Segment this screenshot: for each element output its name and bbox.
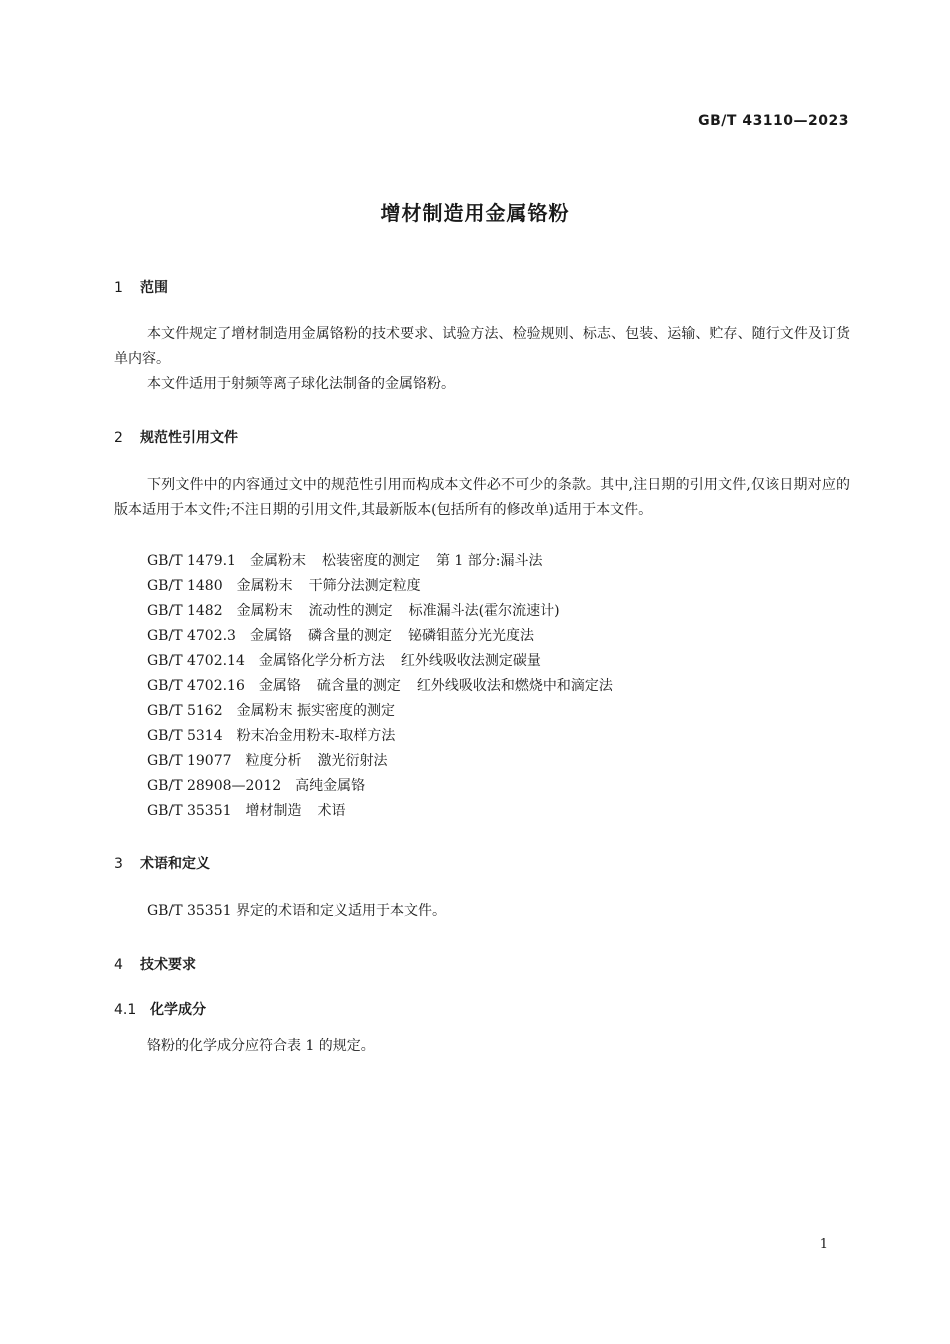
reference-item: [147, 649, 629, 674]
section-number: 4.1: [114, 1002, 137, 1018]
section-4-1-paragraph-1: 铬粉的化学成分应符合表 1 的规定。: [147, 1038, 375, 1054]
reference-item: [147, 624, 629, 649]
reference-code: GB/T 1480: [147, 578, 223, 594]
reference-code: GB/T 1482: [147, 603, 223, 619]
reference-title-part: 金属粉末: [249, 553, 306, 569]
section-4-heading: [114, 954, 196, 974]
reference-title-part: 松装密度的测定: [321, 553, 420, 569]
section-1-heading: [114, 277, 168, 297]
reference-title-part: 流动性的测定: [308, 603, 393, 619]
standard-code: GB/T 43110—2023: [698, 113, 849, 129]
reference-title-part: 增材制造: [245, 803, 302, 819]
reference-code: GB/T 4702.16: [147, 678, 245, 694]
section-3-paragraph-1: GB/T 35351 界定的术语和定义适用于本文件。: [147, 903, 446, 919]
reference-title-part: 金属铬化学分析方法: [258, 653, 385, 669]
reference-item: [147, 799, 629, 824]
reference-title-part: 第 1 部分:漏斗法: [435, 553, 543, 569]
section-1-paragraph-1: 本文件规定了增材制造用金属铬粉的技术要求、试验方法、检验规则、标志、包装、运输、贮存、随行文件及订货单内容。: [114, 326, 850, 367]
reference-title-part: 红外线吸收法测定碳量: [400, 653, 541, 669]
reference-code: GB/T 28908—2012: [147, 778, 282, 794]
normative-reference-list: [147, 549, 629, 824]
reference-item: [147, 674, 629, 699]
section-title: 规范性引用文件: [140, 430, 238, 446]
reference-title-part: 干筛分法测定粒度: [308, 578, 421, 594]
section-number: 2: [114, 430, 123, 446]
reference-title-part: 术语: [317, 803, 346, 819]
section-4-1-heading: [114, 999, 206, 1019]
reference-code: GB/T 5314: [147, 728, 223, 744]
document-title: 增材制造用金属铬粉: [380, 201, 570, 225]
reference-title-part: 金属铬: [258, 678, 301, 694]
section-number: 1: [114, 280, 123, 296]
reference-title-part: 金属粉末 振实密度的测定: [236, 703, 396, 719]
reference-item: [147, 774, 629, 799]
section-title: 化学成分: [150, 1002, 206, 1018]
reference-title-part: 硫含量的测定: [316, 678, 401, 694]
section-title: 术语和定义: [140, 856, 210, 872]
reference-item: [147, 549, 629, 574]
section-3-heading: [114, 853, 210, 873]
reference-title-part: 金属铬: [249, 628, 292, 644]
reference-title-part: 粒度分析: [245, 753, 302, 769]
reference-item: [147, 724, 629, 749]
section-2-paragraph-1: 下列文件中的内容通过文中的规范性引用而构成本文件必不可少的条款。其中,注日期的引用文件,仅该日期对应的版本适用于本文件;不注日期的引用文件,其最新版本(包括所有的修改单)适用于本文件。: [114, 477, 850, 518]
page-number: 1: [819, 1237, 828, 1252]
section-title: 技术要求: [140, 957, 196, 973]
reference-title-part: 激光衍射法: [317, 753, 388, 769]
reference-item: [147, 574, 629, 599]
reference-item: [147, 749, 629, 774]
section-number: 3: [114, 856, 123, 872]
reference-title-part: 金属粉末: [236, 603, 293, 619]
reference-code: GB/T 4702.3: [147, 628, 236, 644]
reference-title-part: 高纯金属铬: [295, 778, 366, 794]
reference-code: GB/T 35351: [147, 803, 232, 819]
reference-title-part: 标准漏斗法(霍尔流速计): [408, 603, 560, 619]
reference-code: GB/T 19077: [147, 753, 232, 769]
section-2-heading: [114, 427, 238, 447]
reference-code: GB/T 4702.14: [147, 653, 245, 669]
section-title: 范围: [140, 280, 168, 296]
reference-title-part: 金属粉末: [236, 578, 293, 594]
section-1-paragraph-2: 本文件适用于射频等离子球化法制备的金属铬粉。: [147, 376, 455, 392]
reference-title-part: 铋磷钼蓝分光光度法: [407, 628, 534, 644]
reference-code: GB/T 5162: [147, 703, 223, 719]
reference-title-part: 磷含量的测定: [307, 628, 392, 644]
reference-item: [147, 699, 629, 724]
section-number: 4: [114, 957, 123, 973]
reference-code: GB/T 1479.1: [147, 553, 236, 569]
reference-title-part: 红外线吸收法和燃烧中和滴定法: [416, 678, 613, 694]
reference-item: [147, 599, 629, 624]
reference-title-part: 粉末冶金用粉末-取样方法: [236, 728, 396, 744]
